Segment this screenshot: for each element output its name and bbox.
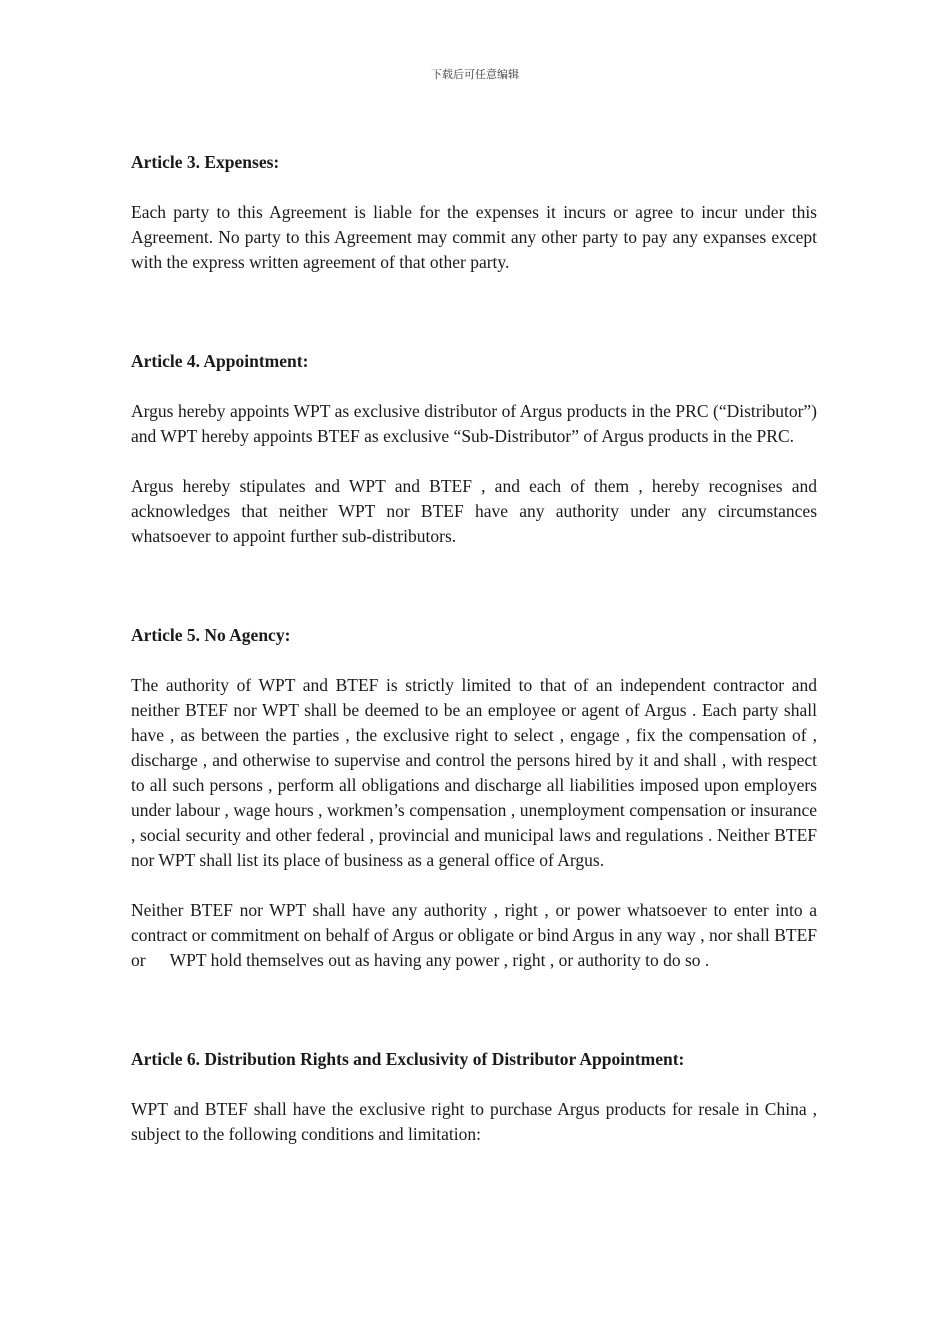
article-5 [131, 623, 817, 973]
article-paragraph: The authority of WPT and BTEF is strictly limited to that of an independent contractor and neither BTEF nor WPT shall be deemed to be an employee or agent of Argus . Each party shall have , as between the parties , the exclusive right to select , engage , fix the compensation of , discharge , and otherwise to supervise and control the persons hired by it and shall , with respect to all such persons , perform all obligations and discharge all liabilities imposed upon employers under labour , wage hours , workmen’s compensation , unemployment compensation or insurance , social security and other federal , provincial and municipal laws and regulations . Neither BTEF nor WPT shall list its place of business as a general office of Argus. [131, 675, 817, 870]
article-heading: Article 3. Expenses: [131, 152, 280, 172]
article-paragraph: WPT and BTEF shall have the exclusive right to purchase Argus products for resale in China , subject to the following conditions and limitation: [131, 1099, 817, 1144]
article-3 [131, 150, 817, 275]
article-paragraph-part: Neither BTEF nor WPT shall have any authority , right , or power whatsoever to enter into a contract or commitment on behalf of Argus or obligate or bind Argus in any way , nor shall BTEF or [131, 900, 817, 970]
document-body [131, 150, 817, 1147]
article-heading: Article 6. Distribution Rights and Exclusivity of Distributor Appointment: [131, 1049, 685, 1069]
page-header: 下载后可任意编辑 [431, 68, 519, 81]
article-paragraph [131, 898, 817, 973]
article-paragraph: Argus hereby appoints WPT as exclusive distributor of Argus products in the PRC (“Distributor”) and WPT hereby appoints BTEF as exclusive “Sub-Distributor” of Argus products in the PRC. [131, 401, 817, 446]
article-4 [131, 349, 817, 549]
article-paragraph: Each party to this Agreement is liable for the expenses it incurs or agree to incur under this Agreement. No party to this Agreement may commit any other party to pay any expanses except with the express written agreement of that other party. [131, 202, 817, 272]
article-paragraph: Argus hereby stipulates and WPT and BTEF , and each of them , hereby recognises and acknowledges that neither WPT nor BTEF have any authority under any circumstances whatsoever to appoint further sub-distributors. [131, 476, 817, 546]
article-heading: Article 5. No Agency: [131, 625, 291, 645]
article-paragraph-part: WPT hold themselves out as having any power , right , or authority to do so . [169, 950, 710, 970]
article-6 [131, 1047, 817, 1147]
article-heading: Article 4. Appointment: [131, 351, 309, 371]
